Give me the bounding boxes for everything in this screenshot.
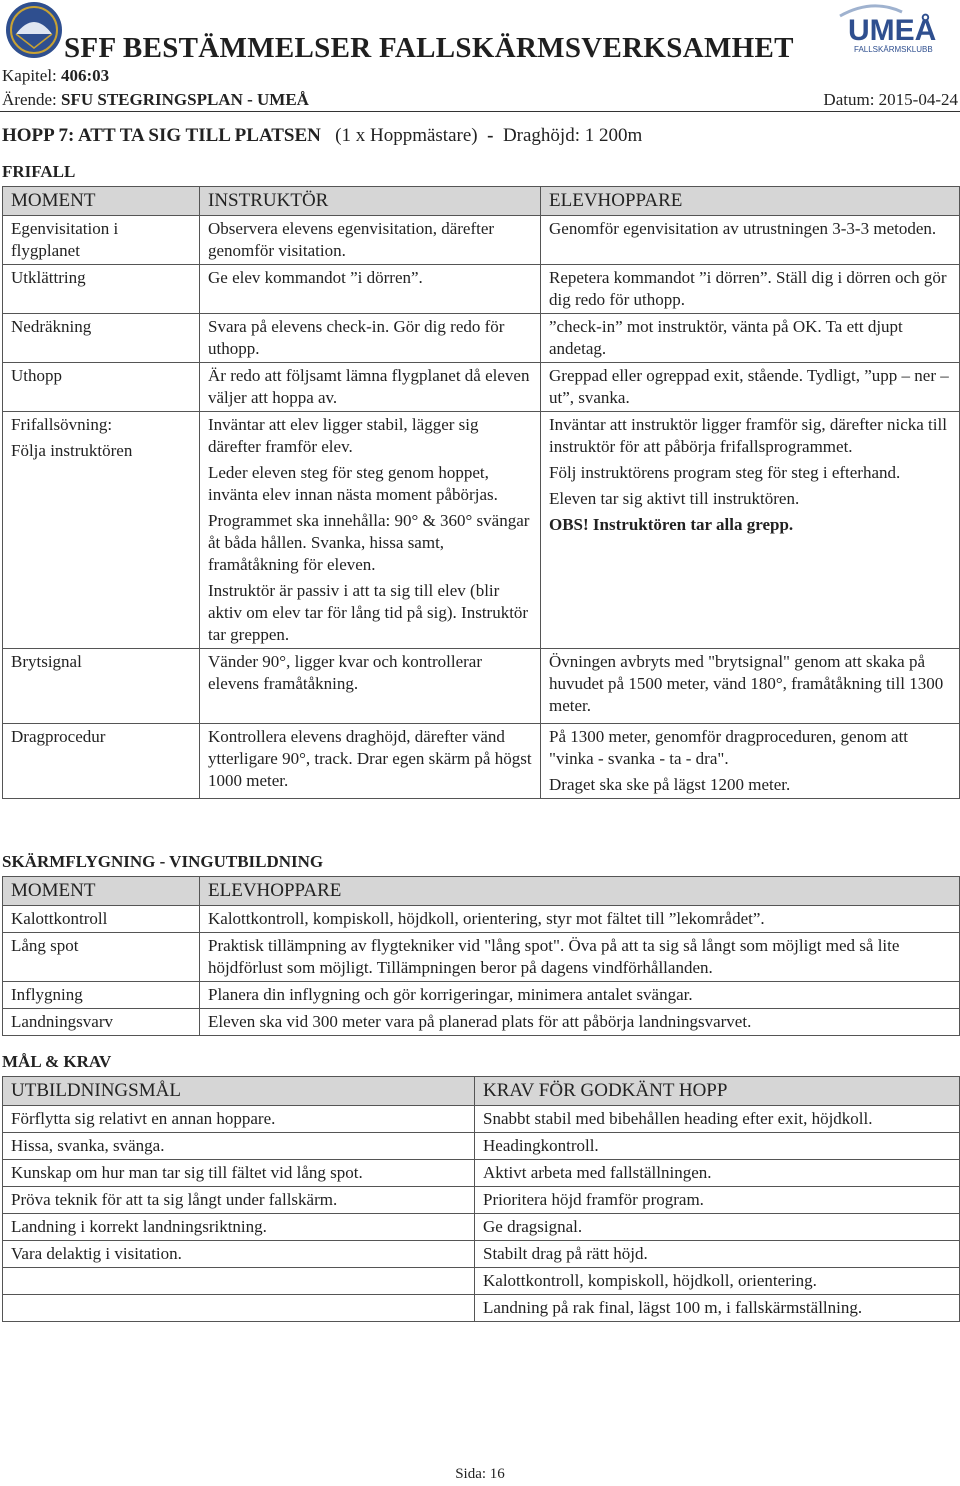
cell-text: Är redo att följsamt lämna flygplanet då eleven väljer att hoppa av. bbox=[208, 366, 530, 407]
cell-text: Observera elevens egenvisitation, därefter genomför visitation. bbox=[208, 219, 495, 260]
cell-text: Kontrollera elevens draghöjd, därefter vänd ytterligare 90°, track. Drar egen skärm på högst 1000 meter. bbox=[208, 727, 532, 790]
logo-text-umea: UMEÅ bbox=[848, 14, 937, 47]
mal-heading: MÅL & KRAV bbox=[2, 1052, 112, 1071]
elev-cell: Kalottkontroll, kompiskoll, höjdkoll, orientering, styr mot fältet till ”lekområdet”. bbox=[200, 906, 960, 933]
mal-cell: Pröva teknik för att ta sig långt under fallskärm. bbox=[3, 1187, 475, 1214]
skarm-header-moment: MOMENT bbox=[3, 877, 200, 906]
cell-text: Greppad eller ogreppad exit, stående. Tydligt, ”upp – ner – ut”, svanka. bbox=[549, 366, 949, 407]
moment-cell bbox=[3, 314, 200, 363]
table-row bbox=[3, 1009, 960, 1036]
elev-cell bbox=[541, 649, 960, 724]
krav-cell: Headingkontroll. bbox=[475, 1133, 960, 1160]
mal-cell: Hissa, svanka, svänga. bbox=[3, 1133, 475, 1160]
kapitel-value: 406:03 bbox=[61, 66, 110, 85]
jump-title-main: HOPP 7: ATT TA SIG TILL PLATSEN bbox=[2, 125, 321, 146]
umea-club-logo bbox=[832, 2, 956, 56]
krav-cell: Stabilt drag på rätt höjd. bbox=[475, 1241, 960, 1268]
frifall-header-row bbox=[3, 187, 960, 216]
table-row bbox=[3, 724, 960, 799]
table-row bbox=[3, 412, 960, 649]
arende-line bbox=[2, 90, 309, 110]
moment-cell: Lång spot bbox=[3, 933, 200, 982]
elev-cell bbox=[541, 724, 960, 799]
frifall-header-instruktor: INSTRUKTÖR bbox=[200, 187, 541, 216]
moment-cell: Kalottkontroll bbox=[3, 906, 200, 933]
instruktor-cell bbox=[200, 724, 541, 799]
moment-cell bbox=[3, 216, 200, 265]
table-row bbox=[3, 1106, 960, 1133]
moment-cell bbox=[3, 363, 200, 412]
elev-cell bbox=[541, 412, 960, 649]
moment-cell: Landningsvarv bbox=[3, 1009, 200, 1036]
mal-header-utbildningsmal: UTBILDNINGSMÅL bbox=[3, 1077, 475, 1106]
cell-text: Repetera kommandot ”i dörren”. Ställ dig i dörren och gör dig redo för uthopp. bbox=[549, 268, 947, 309]
table-row bbox=[3, 649, 960, 724]
table-row bbox=[3, 982, 960, 1009]
instruktor-cell bbox=[200, 363, 541, 412]
cell-text: Vänder 90°, ligger kvar och kontrollerar elevens framåtåkning. bbox=[208, 652, 482, 693]
cell-text: Svara på elevens check-in. Gör dig redo för uthopp. bbox=[208, 317, 505, 358]
table-row bbox=[3, 265, 960, 314]
cell-text: Nedräkning bbox=[11, 317, 92, 336]
moment-cell bbox=[3, 649, 200, 724]
krav-cell: Aktivt arbeta med fallställningen. bbox=[475, 1160, 960, 1187]
cell-text: Egenvisitation i flygplanet bbox=[11, 219, 119, 260]
mal-cell: Kunskap om hur man tar sig till fältet vid lång spot. bbox=[3, 1160, 475, 1187]
mal-table bbox=[2, 1076, 960, 1322]
krav-cell: Landning på rak final, lägst 100 m, i fallskärmställning. bbox=[475, 1295, 960, 1322]
skarm-heading: SKÄRMFLYGNING - VINGUTBILDNING bbox=[2, 852, 324, 871]
elev-cell: Praktisk tillämpning av flygtekniker vid "lång spot". Öva på att ta sig så långt som möjligt med så lite höjdförlust som möjligt. Tillämpningen beror på dagens vindförhållanden. bbox=[200, 933, 960, 982]
moment-cell bbox=[3, 724, 200, 799]
skarm-header-elev: ELEVHOPPARE bbox=[200, 877, 960, 906]
club-logo-left bbox=[4, 0, 64, 60]
instruktor-cell bbox=[200, 412, 541, 649]
mal-cell: Förflytta sig relativt en annan hoppare. bbox=[3, 1106, 475, 1133]
table-row bbox=[3, 363, 960, 412]
table-row bbox=[3, 933, 960, 982]
cell-text: Utklättring bbox=[11, 268, 86, 287]
cell-text: Draget ska ske på lägst 1200 meter. bbox=[549, 775, 791, 794]
table-row bbox=[3, 1187, 960, 1214]
krav-cell: Snabbt stabil med bibehållen heading efter exit, höjdkoll. bbox=[475, 1106, 960, 1133]
arende-label: Ärende: bbox=[2, 90, 57, 109]
table-row bbox=[3, 1160, 960, 1187]
table-row bbox=[3, 314, 960, 363]
instruktor-cell bbox=[200, 265, 541, 314]
table-row bbox=[3, 1268, 960, 1295]
cell-text: Följa instruktören bbox=[11, 441, 133, 460]
cell-text: Inväntar att instruktör ligger framför sig, därefter nicka till instruktör för att påbörja frifallsprogrammet. bbox=[549, 415, 947, 456]
jump-title-dash: - bbox=[487, 125, 494, 146]
datum-value: 2015-04-24 bbox=[878, 90, 958, 109]
elev-cell bbox=[541, 216, 960, 265]
document-title: SFF BESTÄMMELSER FALLSKÄRMSVERKSAMHET bbox=[64, 32, 794, 64]
table-row bbox=[3, 1214, 960, 1241]
instruktor-cell bbox=[200, 314, 541, 363]
skarm-table bbox=[2, 876, 960, 1036]
datum-label: Datum: bbox=[823, 90, 875, 109]
elev-cell bbox=[541, 363, 960, 412]
kapitel-label: Kapitel: bbox=[2, 66, 57, 85]
datum-line bbox=[823, 90, 958, 110]
elev-cell: Eleven ska vid 300 meter vara på planerad plats för att påbörja landningsvarvet. bbox=[200, 1009, 960, 1036]
cell-text: Övningen avbryts med "brytsignal" genom att skaka på huvudet på 1500 meter, vänd 180°, framåtåkning till 1300 meter. bbox=[549, 652, 944, 715]
cell-text: Inväntar att elev ligger stabil, lägger sig därefter framför elev. bbox=[208, 415, 479, 456]
cell-text: På 1300 meter, genomför dragproceduren, genom att "vinka - svanka - ta - dra". bbox=[549, 727, 909, 768]
cell-text: Brytsignal bbox=[11, 652, 82, 671]
frifall-header-moment: MOMENT bbox=[3, 187, 200, 216]
mal-cell bbox=[3, 1268, 475, 1295]
cell-text: Programmet ska innehålla: 90° & 360° svängar åt båda hållen. Svanka, hissa samt, framåtåkning för eleven. bbox=[208, 511, 530, 574]
jump-title bbox=[2, 125, 642, 147]
krav-cell: Prioritera höjd framför program. bbox=[475, 1187, 960, 1214]
table-row bbox=[3, 906, 960, 933]
cell-text: Dragprocedur bbox=[11, 727, 106, 746]
instruktor-cell bbox=[200, 216, 541, 265]
moment-cell: Inflygning bbox=[3, 982, 200, 1009]
mal-cell: Vara delaktig i visitation. bbox=[3, 1241, 475, 1268]
cell-text: Eleven tar sig aktivt till instruktören. bbox=[549, 489, 800, 508]
jump-title-draghojd: Draghöjd: 1 200m bbox=[502, 125, 643, 146]
cell-text: OBS! Instruktören tar alla grepp. bbox=[549, 515, 794, 534]
frifall-heading: FRIFALL bbox=[2, 162, 76, 181]
moment-cell bbox=[3, 265, 200, 314]
elev-cell: Planera din inflygning och gör korrigeringar, minimera antalet svängar. bbox=[200, 982, 960, 1009]
cell-text: ”check-in” mot instruktör, vänta på OK. Ta ett djupt andetag. bbox=[549, 317, 903, 358]
krav-cell: Ge dragsignal. bbox=[475, 1214, 960, 1241]
skarm-header-row bbox=[3, 877, 960, 906]
cell-text: Följ instruktörens program steg för steg i efterhand. bbox=[549, 463, 901, 482]
table-row bbox=[3, 216, 960, 265]
jump-title-note: (1 x Hoppmästare) bbox=[335, 125, 478, 146]
elev-cell bbox=[541, 265, 960, 314]
frifall-table bbox=[2, 186, 960, 799]
krav-cell: Kalottkontroll, kompiskoll, höjdkoll, orientering. bbox=[475, 1268, 960, 1295]
mal-header-row bbox=[3, 1077, 960, 1106]
elev-cell bbox=[541, 314, 960, 363]
logo-text-klubb: FALLSKÄRMSKLUBB bbox=[854, 45, 933, 54]
cell-text: Leder eleven steg för steg genom hoppet, invänta elev innan nästa moment påbörjas. bbox=[208, 463, 498, 504]
page-number: Sida: 16 bbox=[455, 1466, 505, 1482]
cell-text: Genomför egenvisitation av utrustningen 3-3-3 metoden. bbox=[549, 219, 937, 238]
cell-text: Instruktör är passiv i att ta sig till elev (blir aktiv om elev tar för lång tid på sig). Instruktör tar greppen. bbox=[208, 581, 529, 644]
moment-cell bbox=[3, 412, 200, 649]
arende-value: SFU STEGRINGSPLAN - UMEÅ bbox=[61, 90, 309, 109]
table-row bbox=[3, 1295, 960, 1322]
table-row bbox=[3, 1241, 960, 1268]
instruktor-cell bbox=[200, 649, 541, 724]
cell-text: Frifallsövning: bbox=[11, 415, 113, 434]
table-row bbox=[3, 1133, 960, 1160]
header-divider bbox=[0, 111, 960, 112]
cell-text: Uthopp bbox=[11, 366, 62, 385]
mal-cell: Landning i korrekt landningsriktning. bbox=[3, 1214, 475, 1241]
mal-header-krav: KRAV FÖR GODKÄNT HOPP bbox=[475, 1077, 960, 1106]
kapitel-line bbox=[2, 66, 109, 86]
cell-text: Ge elev kommandot ”i dörren”. bbox=[208, 268, 423, 287]
frifall-header-elev: ELEVHOPPARE bbox=[541, 187, 960, 216]
mal-cell bbox=[3, 1295, 475, 1322]
